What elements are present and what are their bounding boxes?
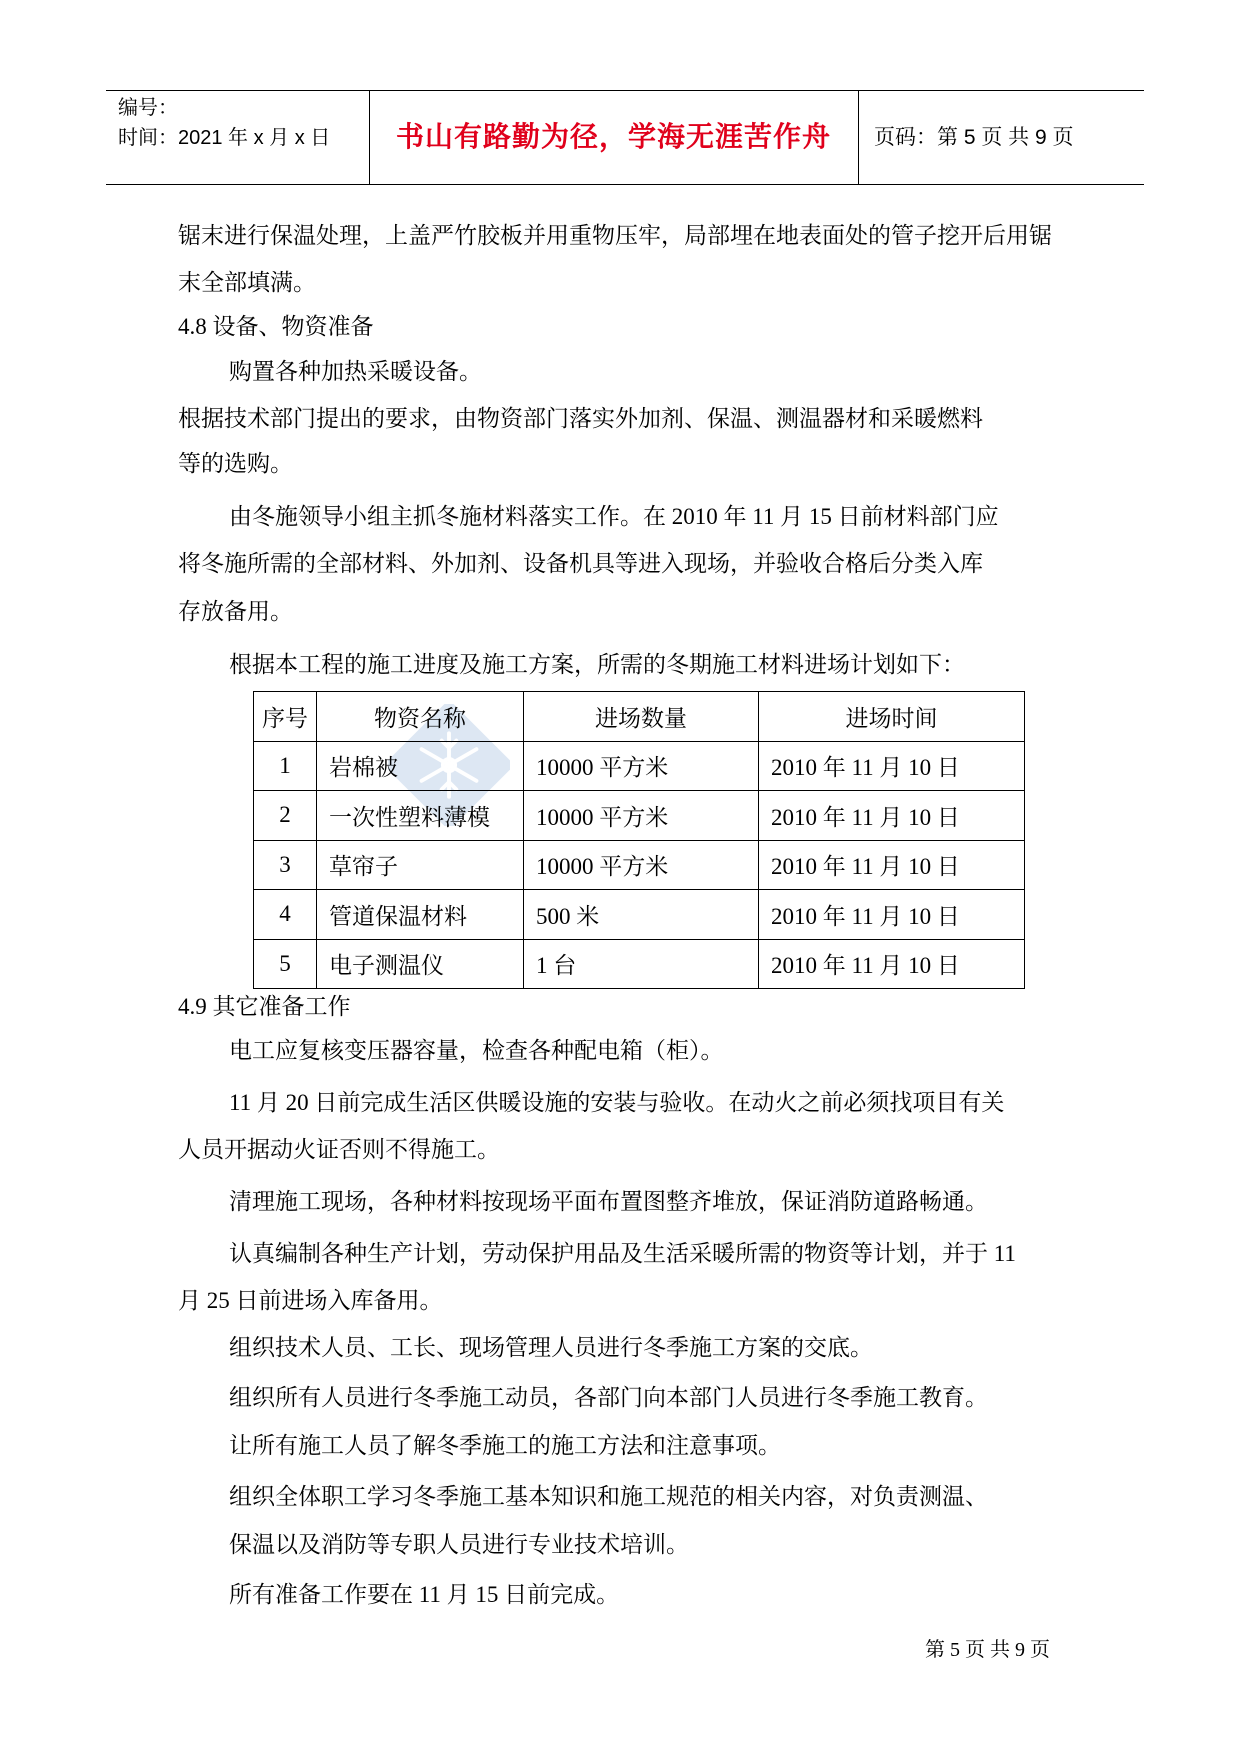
table-cell: 10000 平方米 [524,741,759,791]
table-cell: 草帘子 [317,840,524,890]
table-row [254,741,1025,791]
table-header-cell: 进场时间 [759,692,1025,742]
materials-table [253,691,1025,989]
table-row [254,890,1025,940]
table-row [254,840,1025,890]
table-header-cell: 序号 [254,692,317,742]
doc-number-label: 编号： [118,97,178,119]
section-heading-4-8: 4.8 设备、物资准备 [178,314,374,339]
paragraph-line: 将冬施所需的全部材料、外加剂、设备机具等进入现场，并验收合格后分类入库 [178,551,983,576]
header-page-number: 页码：第 5 页 共 9 页 [874,126,1074,149]
paragraph-line: 末全部填满。 [178,270,316,295]
table-header-cell: 物资名称 [317,692,524,742]
table-cell: 2010 年 11 月 10 日 [759,939,1025,989]
paragraph-line: 保温以及消防等专职人员进行专业技术培训。 [229,1532,689,1557]
paragraph-line: 购置各种加热采暖设备。 [229,359,482,384]
header-divider [858,91,859,184]
paragraph-line: 锯末进行保温处理，上盖严竹胶板并用重物压牢，局部埋在地表面处的管子挖开后用锯 [178,223,1052,248]
table-cell: 一次性塑料薄模 [317,791,524,841]
page-footer: 第 5 页 共 9 页 [925,1639,1050,1661]
paragraph-line: 组织全体职工学习冬季施工基本知识和施工规范的相关内容，对负责测温、 [229,1484,988,1509]
table-cell: 10000 平方米 [524,791,759,841]
paragraph-line: 组织技术人员、工长、现场管理人员进行冬季施工方案的交底。 [229,1335,873,1360]
header-meta [118,93,330,153]
paragraph-line: 月 25 日前进场入库备用。 [178,1288,443,1313]
table-cell: 管道保温材料 [317,890,524,940]
table-cell: 5 [254,939,317,989]
paragraph-line: 存放备用。 [178,599,293,624]
paragraph-line: 清理施工现场，各种材料按现场平面布置图整齐堆放，保证消防道路畅通。 [229,1189,988,1214]
paragraph-line: 认真编制各种生产计划，劳动保护用品及生活采暖所需的物资等计划，并于 11 [229,1241,1016,1266]
table-cell: 电子测温仪 [317,939,524,989]
table-cell: 3 [254,840,317,890]
table-cell: 1 台 [524,939,759,989]
table-cell: 2010 年 11 月 10 日 [759,791,1025,841]
table-cell: 2010 年 11 月 10 日 [759,840,1025,890]
paragraph-line: 让所有施工人员了解冬季施工的施工方法和注意事项。 [229,1433,781,1458]
paragraph-line: 由冬施领导小组主抓冬施材料落实工作。在 2010 年 11 月 15 日前材料部门应 [229,504,999,529]
paragraph-line: 11 月 20 日前完成生活区供暖设施的安装与验收。在动火之前必须找项目有关 [229,1090,1005,1115]
paragraph-line: 根据本工程的施工进度及施工方案，所需的冬期施工材料进场计划如下： [229,652,965,677]
doc-time-label: 时间：2021 年 x 月 x 日 [118,127,331,149]
table-row [254,939,1025,989]
section-heading-4-9: 4.9 其它准备工作 [178,994,351,1019]
table-row [254,791,1025,841]
table-cell: 岩棉被 [317,741,524,791]
paragraph-line: 组织所有人员进行冬季施工动员，各部门向本部门人员进行冬季施工教育。 [229,1385,988,1410]
table-cell: 2010 年 11 月 10 日 [759,890,1025,940]
paragraph-line: 根据技术部门提出的要求，由物资部门落实外加剂、保温、测温器材和采暖燃料 [178,406,983,431]
table-cell: 4 [254,890,317,940]
table-header-cell: 进场数量 [524,692,759,742]
paragraph-line: 电工应复核变压器容量，检查各种配电箱（柜）。 [229,1038,724,1063]
table-cell: 2010 年 11 月 10 日 [759,741,1025,791]
table-cell: 500 米 [524,890,759,940]
table-header-row [254,692,1025,742]
table-cell: 10000 平方米 [524,840,759,890]
table-cell: 2 [254,791,317,841]
page-header [106,90,1144,185]
header-motto: 书山有路勤为径，学海无涯苦作舟 [395,120,831,153]
paragraph-line: 所有准备工作要在 11 月 15 日前完成。 [229,1582,620,1607]
paragraph-line: 人员开据动火证否则不得施工。 [178,1137,500,1162]
paragraph-line: 等的选购。 [178,451,293,476]
table-cell: 1 [254,741,317,791]
